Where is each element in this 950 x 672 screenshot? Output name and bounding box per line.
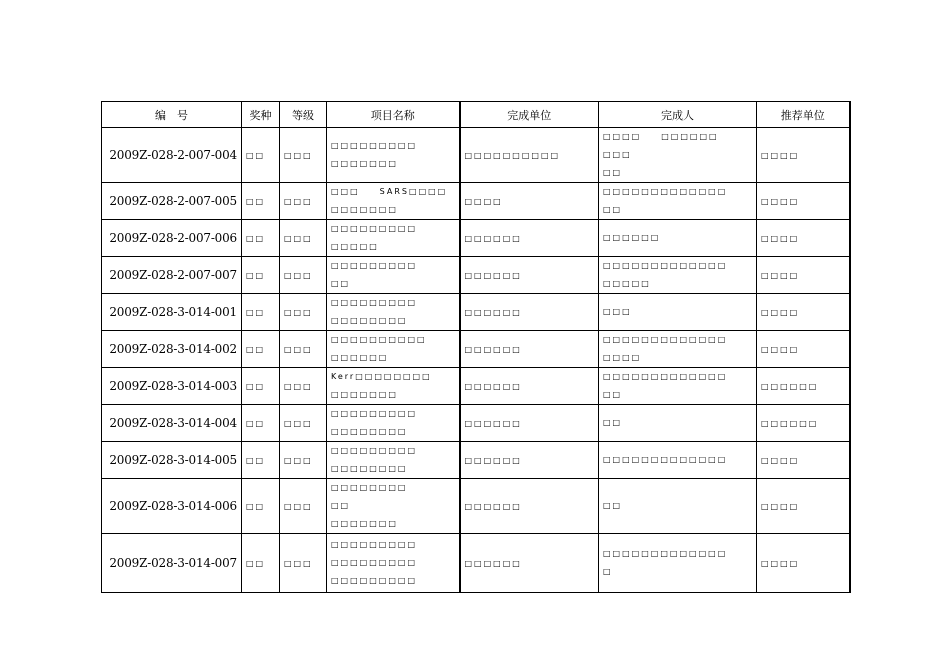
- cell-project-name: □□□□□□□□□ □□□□□□□□: [327, 294, 460, 331]
- cell-people: □□: [599, 405, 757, 442]
- cell-project-name: □□□□□□□□□ □□□□□□□□: [327, 405, 460, 442]
- cell-project-name: □□□□□□□□□ □□□□□□□: [327, 128, 460, 183]
- table-row: [102, 479, 850, 534]
- cell-project-name: □□□□□□□□ □□ □□□□□□□: [327, 479, 460, 534]
- cell-unit: □□□□□□: [460, 331, 599, 368]
- cell-unit: □□□□□□: [460, 405, 599, 442]
- table-row: [102, 534, 850, 593]
- table-row: [102, 294, 850, 331]
- table-row: [102, 220, 850, 257]
- cell-code: 2009Z-028-3-014-004: [102, 405, 242, 442]
- cell-code: 2009Z-028-3-014-003: [102, 368, 242, 405]
- cell-project-name: □□□□□□□□□ □□: [327, 257, 460, 294]
- cell-unit: □□□□□□: [460, 534, 599, 593]
- cell-type: □□: [242, 183, 280, 220]
- header-name: 项目名称: [327, 102, 460, 128]
- cell-project-name: □□□□□□□□□□ □□□□□□: [327, 331, 460, 368]
- cell-code: 2009Z-028-3-014-007: [102, 534, 242, 593]
- cell-code: 2009Z-028-3-014-001: [102, 294, 242, 331]
- cell-code: 2009Z-028-3-014-006: [102, 479, 242, 534]
- cell-people: □□: [599, 479, 757, 534]
- cell-grade: □□□: [280, 257, 327, 294]
- cell-recommender: □□□□: [757, 183, 850, 220]
- cell-type: □□: [242, 331, 280, 368]
- table-row: [102, 442, 850, 479]
- cell-people: □□□□□□□□□□□□□ □□: [599, 368, 757, 405]
- cell-project-name: Kerr□□□□□□□□ □□□□□□□: [327, 368, 460, 405]
- header-unit: 完成单位: [460, 102, 599, 128]
- cell-people: □□□□□□: [599, 220, 757, 257]
- cell-unit: □□□□□□: [460, 220, 599, 257]
- cell-recommender: □□□□: [757, 128, 850, 183]
- cell-unit: □□□□□□: [460, 294, 599, 331]
- cell-people: □□□□□□□□□□□□□ □: [599, 534, 757, 593]
- cell-type: □□: [242, 294, 280, 331]
- cell-recommender: □□□□: [757, 479, 850, 534]
- cell-recommender: □□□□: [757, 294, 850, 331]
- table-header-row: [102, 102, 850, 128]
- cell-grade: □□□: [280, 479, 327, 534]
- cell-type: □□: [242, 220, 280, 257]
- cell-project-name: □□□□□□□□□ □□□□□: [327, 220, 460, 257]
- cell-grade: □□□: [280, 442, 327, 479]
- table-row: [102, 128, 850, 183]
- header-recommender: 推荐单位: [757, 102, 850, 128]
- cell-recommender: □□□□: [757, 442, 850, 479]
- cell-grade: □□□: [280, 294, 327, 331]
- table-row: [102, 368, 850, 405]
- cell-type: □□: [242, 128, 280, 183]
- cell-type: □□: [242, 534, 280, 593]
- cell-code: 2009Z-028-2-007-004: [102, 128, 242, 183]
- header-people: 完成人: [599, 102, 757, 128]
- cell-recommender: □□□□: [757, 257, 850, 294]
- header-type: 奖种: [242, 102, 280, 128]
- cell-project-name: □□□□□□□□□ □□□□□□□□□ □□□□□□□□□: [327, 534, 460, 593]
- table-row: [102, 405, 850, 442]
- cell-grade: □□□: [280, 405, 327, 442]
- cell-unit: □□□□: [460, 183, 599, 220]
- cell-project-name: □□□□□□□□□ □□□□□□□□: [327, 442, 460, 479]
- table-row: [102, 183, 850, 220]
- cell-recommender: □□□□□□: [757, 405, 850, 442]
- cell-type: □□: [242, 405, 280, 442]
- cell-grade: □□□: [280, 331, 327, 368]
- cell-unit: □□□□□□: [460, 257, 599, 294]
- cell-type: □□: [242, 479, 280, 534]
- cell-unit: □□□□□□□□□□: [460, 128, 599, 183]
- cell-code: 2009Z-028-3-014-005: [102, 442, 242, 479]
- header-code: 编 号: [102, 102, 242, 128]
- table-row: [102, 257, 850, 294]
- cell-recommender: □□□□: [757, 534, 850, 593]
- cell-people: □□□: [599, 294, 757, 331]
- table-row: [102, 331, 850, 368]
- cell-type: □□: [242, 368, 280, 405]
- cell-code: 2009Z-028-2-007-007: [102, 257, 242, 294]
- cell-code: 2009Z-028-2-007-005: [102, 183, 242, 220]
- cell-recommender: □□□□□□: [757, 368, 850, 405]
- cell-people: □□□□□□□□□□□□□ □□□□: [599, 331, 757, 368]
- awards-table: [101, 101, 851, 593]
- cell-grade: □□□: [280, 128, 327, 183]
- cell-recommender: □□□□: [757, 220, 850, 257]
- cell-recommender: □□□□: [757, 331, 850, 368]
- cell-type: □□: [242, 442, 280, 479]
- cell-type: □□: [242, 257, 280, 294]
- cell-grade: □□□: [280, 220, 327, 257]
- cell-grade: □□□: [280, 368, 327, 405]
- cell-unit: □□□□□□: [460, 442, 599, 479]
- cell-people: □□□□□□□□□□□□□ □□: [599, 183, 757, 220]
- header-grade: 等级: [280, 102, 327, 128]
- cell-unit: □□□□□□: [460, 479, 599, 534]
- cell-people: □□□□□□□□□□□□□ □□□□□: [599, 257, 757, 294]
- cell-people: □□□□□□□□□□□□□: [599, 442, 757, 479]
- cell-unit: □□□□□□: [460, 368, 599, 405]
- cell-code: 2009Z-028-3-014-002: [102, 331, 242, 368]
- cell-people: □□□□ □□□□□□ □□□ □□: [599, 128, 757, 183]
- cell-code: 2009Z-028-2-007-006: [102, 220, 242, 257]
- cell-project-name: □□□ SARS□□□□ □□□□□□□: [327, 183, 460, 220]
- cell-grade: □□□: [280, 183, 327, 220]
- cell-grade: □□□: [280, 534, 327, 593]
